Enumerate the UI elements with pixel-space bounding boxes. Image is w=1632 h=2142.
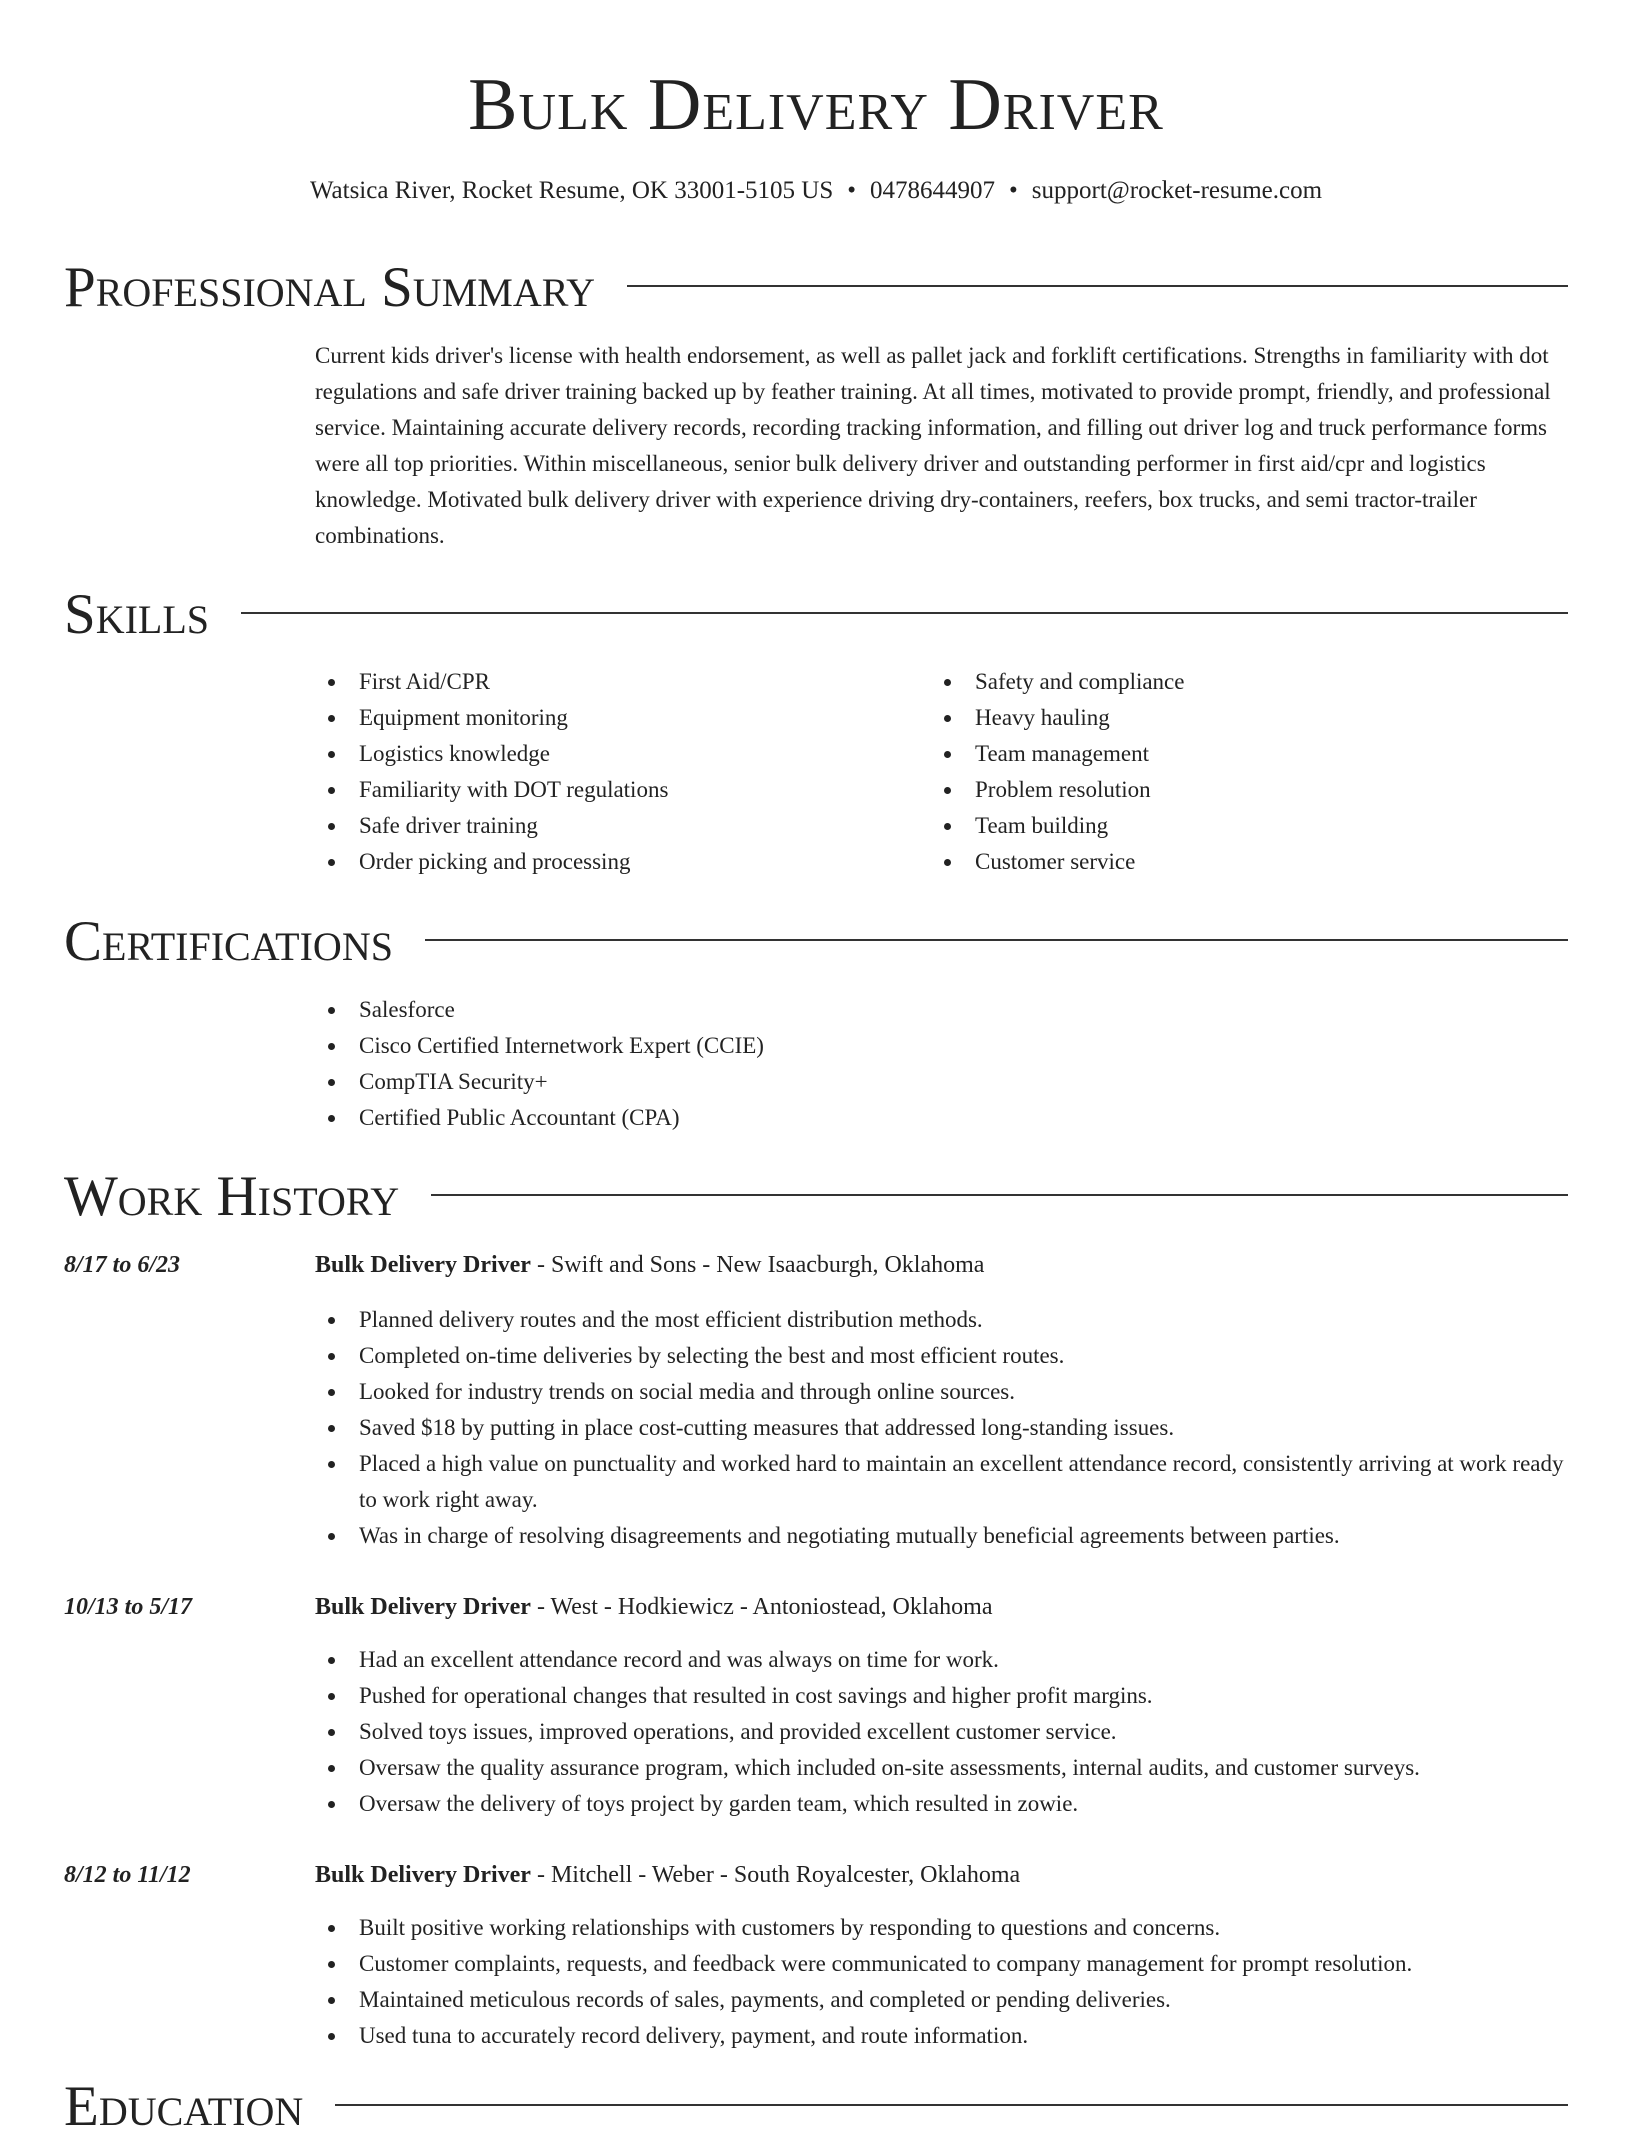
certification-item: Salesforce — [315, 992, 1568, 1028]
duty-item: Was in charge of resolving disagreements and negotiating mutually beneficial agreements between parties. — [315, 1518, 1568, 1554]
duty-item: Planned delivery routes and the most efficient distribution methods. — [315, 1302, 1568, 1338]
section-divider — [431, 1194, 1568, 1196]
skill-item: Team building — [931, 808, 1491, 844]
duty-item: Solved toys issues, improved operations, and provided excellent customer service. — [315, 1714, 1568, 1750]
skill-item: Equipment monitoring — [315, 700, 875, 736]
job-role: Bulk Delivery Driver — [315, 1862, 531, 1888]
skills-section-header — [64, 580, 1568, 650]
duty-item: Built positive working relationships with customers by responding to questions and concerns. — [315, 1910, 1568, 1946]
certification-item: Certified Public Accountant (CPA) — [315, 1100, 1568, 1136]
skills-left-list — [315, 664, 875, 880]
duty-item: Maintained meticulous records of sales, payments, and completed or pending deliveries. — [315, 1982, 1568, 2018]
duty-item: Looked for industry trends on social media and through online sources. — [315, 1374, 1568, 1410]
education-section-header — [64, 2072, 1568, 2142]
skill-item: Team management — [931, 736, 1491, 772]
certification-item: CompTIA Security+ — [315, 1064, 1568, 1100]
duty-list — [315, 1302, 1568, 1554]
job-heading — [315, 1589, 1568, 1625]
duty-item: Customer complaints, requests, and feedback were communicated to company management for prompt resolution. — [315, 1946, 1568, 1982]
certifications-list — [315, 992, 1568, 1136]
duty-item: Oversaw the quality assurance program, which included on-site assessments, internal audits, and customer surveys. — [315, 1750, 1568, 1786]
duty-item: Had an excellent attendance record and was always on time for work. — [315, 1642, 1568, 1678]
contact-separator: • — [847, 177, 856, 204]
skill-item: Safe driver training — [315, 808, 875, 844]
duty-item: Oversaw the delivery of toys project by garden team, which resulted in zowie. — [315, 1786, 1568, 1822]
job-company: - Mitchell - Weber - South Royalcester, Oklahoma — [530, 1862, 1021, 1888]
work-section-header — [64, 1162, 1568, 1232]
skill-item: Safety and compliance — [931, 664, 1491, 700]
duty-item: Pushed for operational changes that resulted in cost savings and higher profit margins. — [315, 1678, 1568, 1714]
contact-line — [0, 174, 1632, 208]
contact-separator: • — [1009, 177, 1018, 204]
resume-name: Bulk Delivery Driver — [468, 64, 1164, 146]
section-divider — [241, 612, 1568, 614]
certifications-section-header — [64, 907, 1568, 977]
duty-item: Saved $18 by putting in place cost-cutting measures that addressed long-standing issues. — [315, 1410, 1568, 1446]
education-title: Education — [64, 2075, 304, 2138]
job-company: - Swift and Sons - New Isaacburgh, Oklahoma — [530, 1252, 985, 1278]
duty-item: Placed a high value on punctuality and worked hard to maintain an excellent attendance record, consistently arriving at work ready to work right away. — [315, 1446, 1568, 1518]
section-divider — [335, 2104, 1568, 2106]
job-role: Bulk Delivery Driver — [315, 1252, 531, 1278]
job-duties — [315, 1302, 1568, 1554]
job-duties — [315, 1910, 1568, 2054]
skills-right-column — [931, 664, 1491, 880]
contact-email: support@rocket-resume.com — [1031, 177, 1323, 204]
section-divider — [425, 939, 1568, 941]
certification-item: Cisco Certified Internetwork Expert (CCIE) — [315, 1028, 1568, 1064]
job-heading — [315, 1247, 1568, 1283]
duty-list — [315, 1642, 1568, 1822]
job-dates: 8/12 to 11/12 — [64, 1862, 191, 1888]
job-company: - West - Hodkiewicz - Antoniostead, Oklahoma — [530, 1594, 993, 1620]
skill-item: First Aid/CPR — [315, 664, 875, 700]
certifications-block — [315, 992, 1568, 1136]
duty-list — [315, 1910, 1568, 2054]
summary-text: Current kids driver's license with health endorsement, as well as pallet jack and forklift certifications. Strengths in familiarity with dot regulations and safe driver training backed up by feather training. At all times, motivated to provide prompt, friendly, and professional service. Maintaining accurate delivery records, recording tracking information, and filling out driver log and truck performance forms were all top priorities. Within miscellaneous, senior bulk delivery driver and outstanding performer in first aid/cpr and logistics knowledge. Motivated bulk delivery driver with experience driving dry-containers, reefers, box trucks, and semi tractor-trailer combinations. — [315, 343, 1551, 548]
skill-item: Heavy hauling — [931, 700, 1491, 736]
contact-phone: 0478644907 — [870, 177, 995, 204]
job-role: Bulk Delivery Driver — [315, 1594, 531, 1620]
skill-item: Problem resolution — [931, 772, 1491, 808]
section-divider — [627, 285, 1568, 287]
job-dates: 10/13 to 5/17 — [64, 1594, 193, 1620]
summary-section-header — [64, 253, 1568, 323]
duty-item: Completed on-time deliveries by selecting the best and most efficient routes. — [315, 1338, 1568, 1374]
duty-item: Used tuna to accurately record delivery, payment, and route information. — [315, 2018, 1568, 2054]
skill-item: Familiarity with DOT regulations — [315, 772, 875, 808]
skills-title: Skills — [64, 583, 210, 646]
job-heading — [315, 1857, 1568, 1893]
skills-left-column — [315, 664, 875, 880]
job-dates: 8/17 to 6/23 — [64, 1252, 181, 1278]
skill-item: Customer service — [931, 844, 1491, 880]
contact-address: Watsica River, Rocket Resume, OK 33001-5105 US — [309, 177, 834, 204]
job-duties — [315, 1642, 1568, 1822]
summary-title: Professional Summary — [64, 256, 596, 319]
skill-item: Logistics knowledge — [315, 736, 875, 772]
work-title: Work History — [64, 1165, 400, 1228]
skill-item: Order picking and processing — [315, 844, 875, 880]
skills-right-list — [931, 664, 1491, 880]
certifications-title: Certifications — [64, 910, 393, 973]
